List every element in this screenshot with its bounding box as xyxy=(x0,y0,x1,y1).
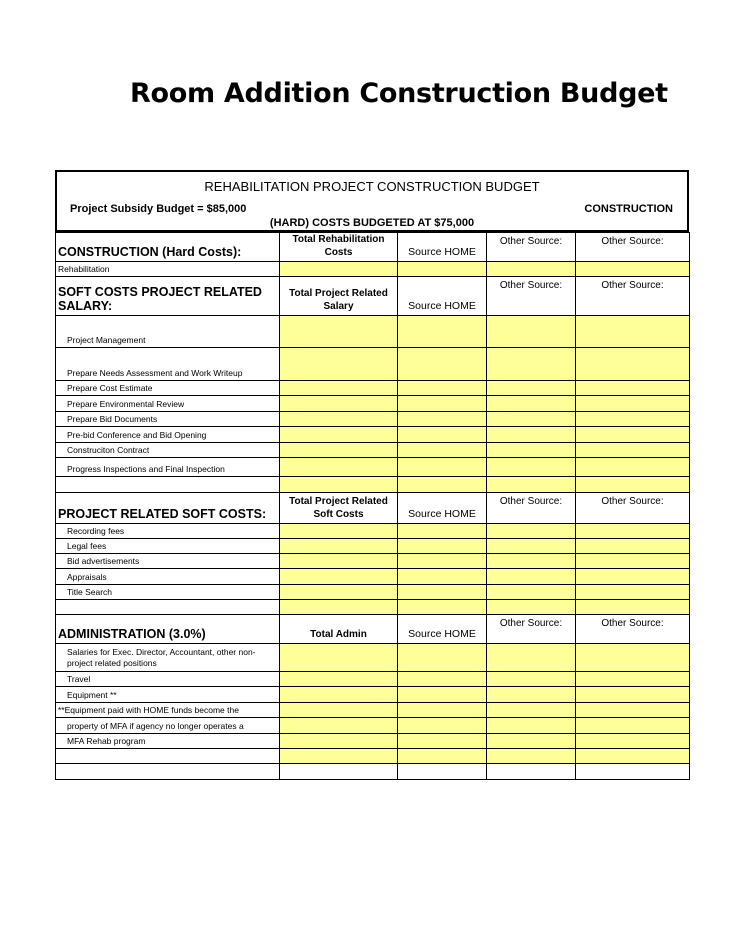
amount-cell[interactable] xyxy=(487,396,576,412)
table-row xyxy=(56,427,690,443)
amount-cell[interactable] xyxy=(487,524,576,539)
amount-cell[interactable] xyxy=(398,262,487,277)
table-row xyxy=(56,396,690,412)
row-label xyxy=(56,477,280,493)
budget-sheet xyxy=(55,170,689,778)
amount-cell[interactable] xyxy=(576,458,690,477)
row-label xyxy=(56,764,280,780)
amount-cell[interactable] xyxy=(487,477,576,493)
amount-cell[interactable] xyxy=(576,734,690,749)
amount-cell[interactable] xyxy=(487,381,576,396)
amount-cell[interactable] xyxy=(576,600,690,615)
amount-cell[interactable] xyxy=(487,412,576,427)
amount-cell[interactable] xyxy=(487,554,576,569)
amount-cell[interactable] xyxy=(280,718,398,734)
column-header-total: Total Rehabilitation Costs xyxy=(280,233,398,262)
amount-cell[interactable] xyxy=(280,600,398,615)
table-row xyxy=(56,348,690,381)
amount-cell[interactable] xyxy=(280,412,398,427)
row-label: Appraisals xyxy=(56,569,280,585)
table-row xyxy=(56,554,690,569)
section-heading: CONSTRUCTION (Hard Costs): xyxy=(56,233,280,262)
column-header-other-source: Other Source: xyxy=(487,615,576,644)
amount-cell[interactable] xyxy=(576,703,690,718)
table-row xyxy=(56,734,690,749)
amount-cell[interactable] xyxy=(576,764,690,780)
header-title: REHABILITATION PROJECT CONSTRUCTION BUDGET xyxy=(204,179,540,194)
amount-cell[interactable] xyxy=(398,585,487,600)
amount-cell[interactable] xyxy=(487,569,576,585)
amount-cell[interactable] xyxy=(280,427,398,443)
amount-cell[interactable] xyxy=(487,262,576,277)
amount-cell[interactable] xyxy=(487,703,576,718)
amount-cell[interactable] xyxy=(576,718,690,734)
amount-cell[interactable] xyxy=(487,427,576,443)
amount-cell[interactable] xyxy=(576,396,690,412)
amount-cell[interactable] xyxy=(280,569,398,585)
amount-cell[interactable] xyxy=(576,316,690,348)
amount-cell[interactable] xyxy=(280,539,398,554)
table-row xyxy=(56,524,690,539)
amount-cell[interactable] xyxy=(487,672,576,687)
amount-cell[interactable] xyxy=(398,443,487,458)
column-header-source: Source HOME xyxy=(398,277,487,316)
amount-cell[interactable] xyxy=(576,569,690,585)
table-row xyxy=(56,718,690,734)
amount-cell[interactable] xyxy=(576,427,690,443)
amount-cell[interactable] xyxy=(280,381,398,396)
amount-cell[interactable] xyxy=(280,764,398,780)
amount-cell[interactable] xyxy=(576,554,690,569)
section-heading: SOFT COSTS PROJECT RELATED SALARY: xyxy=(56,277,280,316)
amount-cell[interactable] xyxy=(398,554,487,569)
row-label: property of MFA if agency no longer operates a xyxy=(56,718,280,734)
section-heading: PROJECT RELATED SOFT COSTS: xyxy=(56,493,280,524)
amount-cell[interactable] xyxy=(487,749,576,764)
table-row xyxy=(56,687,690,703)
amount-cell[interactable] xyxy=(576,443,690,458)
row-label: Prepare Environmental Review xyxy=(56,396,280,412)
amount-cell[interactable] xyxy=(576,262,690,277)
table-row xyxy=(56,749,690,764)
table-row xyxy=(56,644,690,672)
column-header-other-source: Other Source: xyxy=(487,493,576,524)
table-row xyxy=(56,764,690,780)
amount-cell[interactable] xyxy=(398,348,487,381)
amount-cell[interactable] xyxy=(398,477,487,493)
amount-cell[interactable] xyxy=(280,396,398,412)
column-header-source: Source HOME xyxy=(398,233,487,262)
amount-cell[interactable] xyxy=(398,381,487,396)
amount-cell[interactable] xyxy=(487,687,576,703)
amount-cell[interactable] xyxy=(280,458,398,477)
amount-cell[interactable] xyxy=(398,524,487,539)
amount-cell[interactable] xyxy=(398,644,487,672)
amount-cell[interactable] xyxy=(398,749,487,764)
row-label: Title Search xyxy=(56,585,280,600)
section-header-construction xyxy=(56,233,690,262)
row-label: Progress Inspections and Final Inspection xyxy=(56,458,280,477)
column-header-total: Total Project Related Salary xyxy=(280,277,398,316)
amount-cell[interactable] xyxy=(576,644,690,672)
amount-cell[interactable] xyxy=(398,600,487,615)
row-label: Project Management xyxy=(56,316,280,348)
row-label: Construciton Contract xyxy=(56,443,280,458)
amount-cell[interactable] xyxy=(280,524,398,539)
table-row xyxy=(56,703,690,718)
amount-cell[interactable] xyxy=(576,749,690,764)
column-header-other-source: Other Source: xyxy=(487,277,576,316)
row-label: Legal fees xyxy=(56,539,280,554)
column-header-total: Total Admin xyxy=(280,615,398,644)
section-header-administration xyxy=(56,615,690,644)
row-label: Travel xyxy=(56,672,280,687)
amount-cell[interactable] xyxy=(280,687,398,703)
table-row xyxy=(56,569,690,585)
amount-cell[interactable] xyxy=(576,672,690,687)
row-label: Prepare Cost Estimate xyxy=(56,381,280,396)
amount-cell[interactable] xyxy=(280,262,398,277)
column-header-other-source: Other Source: xyxy=(576,277,690,316)
row-label: Prepare Needs Assessment and Work Writeup xyxy=(56,348,280,381)
amount-cell[interactable] xyxy=(487,348,576,381)
amount-cell[interactable] xyxy=(576,477,690,493)
column-header-other-source: Other Source: xyxy=(576,615,690,644)
amount-cell[interactable] xyxy=(487,644,576,672)
table-row xyxy=(56,458,690,477)
column-header-total: Total Project Related Soft Costs xyxy=(280,493,398,524)
amount-cell[interactable] xyxy=(398,396,487,412)
column-header-other-source: Other Source: xyxy=(576,493,690,524)
construction-label: CONSTRUCTION xyxy=(584,203,673,215)
row-label: Salaries for Exec. Director, Accountant, other non-project related positions xyxy=(56,644,280,672)
table-row xyxy=(56,539,690,554)
row-label: Bid advertisements xyxy=(56,554,280,569)
amount-cell[interactable] xyxy=(398,734,487,749)
amount-cell[interactable] xyxy=(398,687,487,703)
amount-cell[interactable] xyxy=(398,412,487,427)
table-row xyxy=(56,443,690,458)
row-label xyxy=(56,600,280,615)
amount-cell[interactable] xyxy=(487,458,576,477)
amount-cell[interactable] xyxy=(398,539,487,554)
amount-cell[interactable] xyxy=(398,703,487,718)
table-row xyxy=(56,381,690,396)
table-row xyxy=(56,672,690,687)
amount-cell[interactable] xyxy=(576,412,690,427)
table-row xyxy=(56,412,690,427)
amount-cell[interactable] xyxy=(487,316,576,348)
table-row xyxy=(56,316,690,348)
section-header-salary xyxy=(56,277,690,316)
amount-cell[interactable] xyxy=(398,764,487,780)
amount-cell[interactable] xyxy=(280,672,398,687)
amount-cell[interactable] xyxy=(487,734,576,749)
column-header-other-source: Other Source: xyxy=(576,233,690,262)
row-label: Prepare Bid Documents xyxy=(56,412,280,427)
row-label: Recording fees xyxy=(56,524,280,539)
table-row xyxy=(56,262,690,277)
subsidy-budget: Project Subsidy Budget = $85,000 xyxy=(70,203,247,215)
amount-cell[interactable] xyxy=(576,585,690,600)
column-header-other-source: Other Source: xyxy=(487,233,576,262)
amount-cell[interactable] xyxy=(576,524,690,539)
table-row xyxy=(56,585,690,600)
amount-cell[interactable] xyxy=(280,734,398,749)
amount-cell[interactable] xyxy=(398,316,487,348)
budget-table xyxy=(55,232,690,780)
amount-cell[interactable] xyxy=(576,687,690,703)
row-label: **Equipment paid with HOME funds become the xyxy=(56,703,280,718)
table-row xyxy=(56,477,690,493)
amount-cell[interactable] xyxy=(280,585,398,600)
page-title: Room Addition Construction Budget xyxy=(130,78,668,109)
budget-header xyxy=(55,170,689,232)
amount-cell[interactable] xyxy=(576,381,690,396)
hard-costs-label: (HARD) COSTS BUDGETED AT $75,000 xyxy=(269,217,475,229)
amount-cell[interactable] xyxy=(576,348,690,381)
row-label: MFA Rehab program xyxy=(56,734,280,749)
section-header-soft-costs xyxy=(56,493,690,524)
row-label: Pre-bid Conference and Bid Opening xyxy=(56,427,280,443)
amount-cell[interactable] xyxy=(398,427,487,443)
row-label: Equipment ** xyxy=(56,687,280,703)
amount-cell[interactable] xyxy=(280,443,398,458)
amount-cell[interactable] xyxy=(487,539,576,554)
amount-cell[interactable] xyxy=(487,600,576,615)
amount-cell[interactable] xyxy=(487,764,576,780)
table-row xyxy=(56,600,690,615)
amount-cell[interactable] xyxy=(280,348,398,381)
amount-cell[interactable] xyxy=(280,554,398,569)
amount-cell[interactable] xyxy=(487,443,576,458)
section-heading: ADMINISTRATION (3.0%) xyxy=(56,615,280,644)
amount-cell[interactable] xyxy=(280,703,398,718)
amount-cell[interactable] xyxy=(280,644,398,672)
amount-cell[interactable] xyxy=(398,672,487,687)
amount-cell[interactable] xyxy=(487,585,576,600)
row-label: Rehabilitation xyxy=(56,262,280,277)
amount-cell[interactable] xyxy=(398,458,487,477)
column-header-source: Source HOME xyxy=(398,615,487,644)
amount-cell[interactable] xyxy=(280,477,398,493)
column-header-source: Source HOME xyxy=(398,493,487,524)
row-label xyxy=(56,749,280,764)
amount-cell[interactable] xyxy=(398,569,487,585)
amount-cell[interactable] xyxy=(576,539,690,554)
amount-cell[interactable] xyxy=(487,718,576,734)
amount-cell[interactable] xyxy=(398,718,487,734)
amount-cell[interactable] xyxy=(280,316,398,348)
amount-cell[interactable] xyxy=(280,749,398,764)
